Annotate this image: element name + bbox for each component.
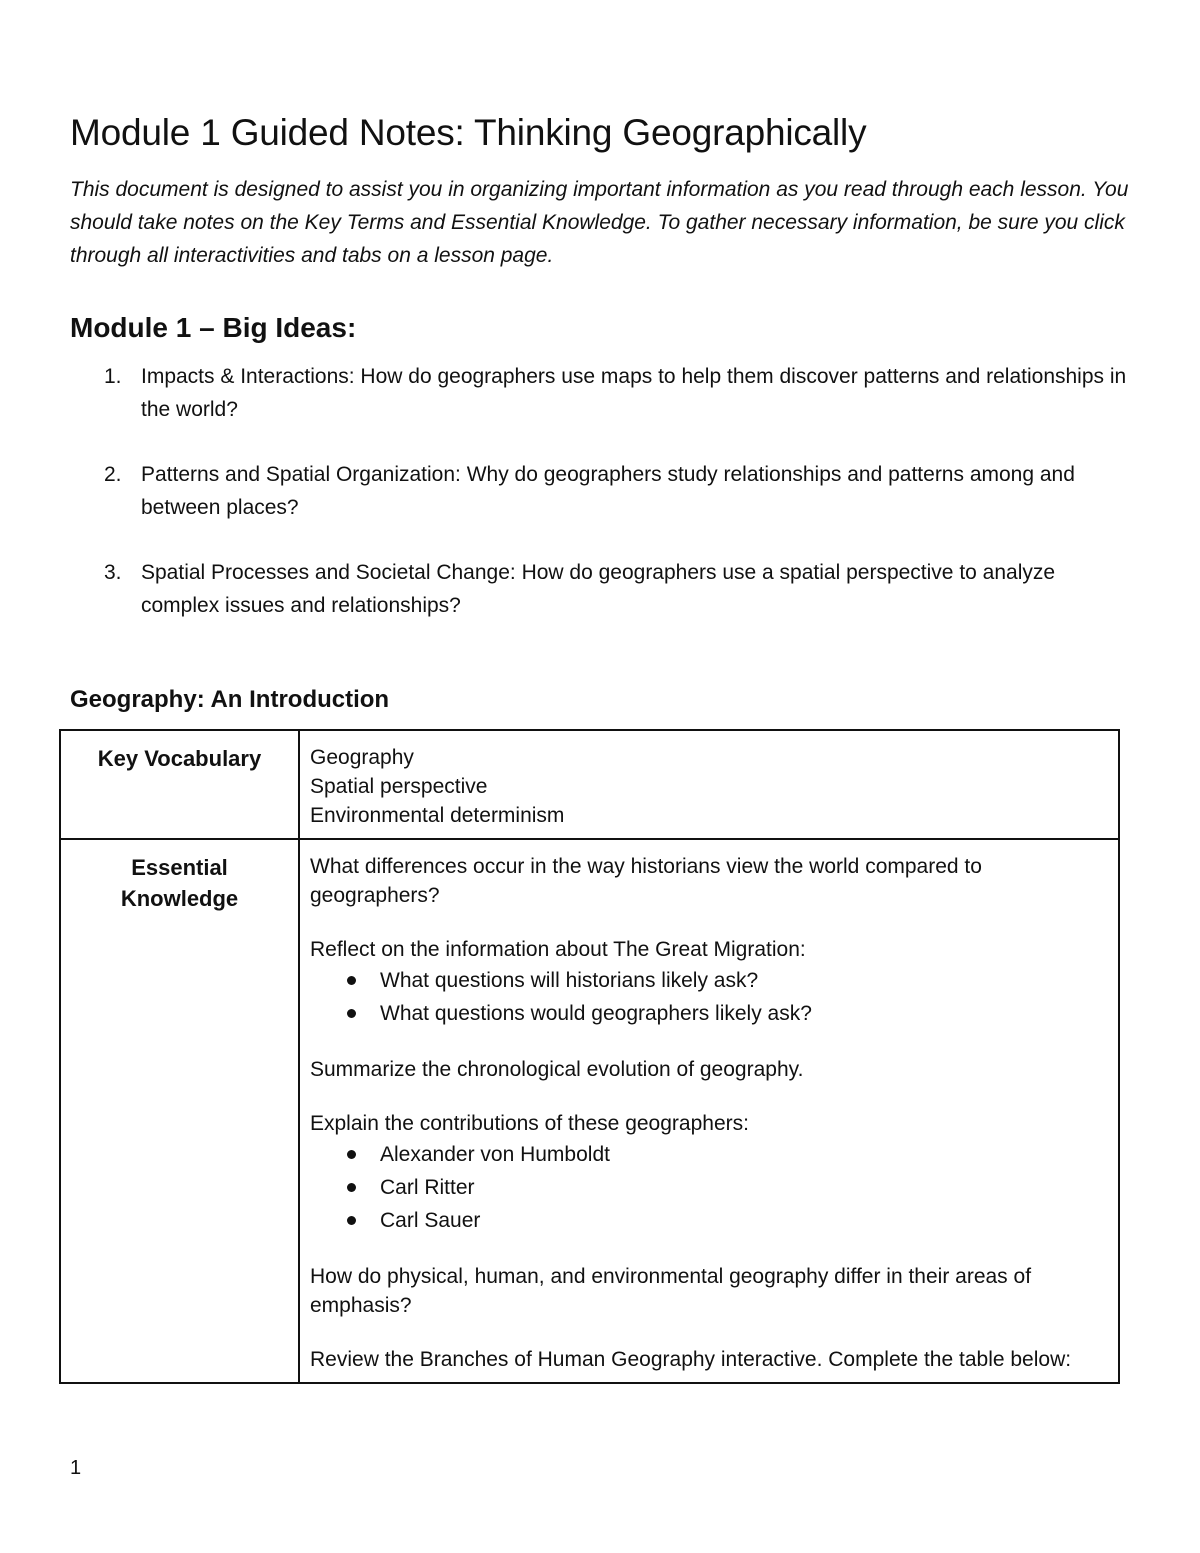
knowledge-label-cell — [60, 839, 299, 1383]
list-item — [310, 1204, 1108, 1237]
question-geographers-contributions — [310, 1109, 1108, 1237]
knowledge-label-line: Essential — [131, 855, 228, 880]
question-historians-vs-geographers: What differences occur in the way historians view the world compared to geographers? — [310, 855, 982, 907]
list-number: 3. — [104, 561, 122, 584]
vocab-label-cell — [60, 730, 299, 839]
vocab-label: Key Vocabulary — [97, 746, 262, 771]
bullet-text: What questions will historians likely ask? — [380, 969, 759, 992]
vocab-term: Geography — [310, 746, 414, 769]
list-item — [310, 1171, 1108, 1204]
table-row-knowledge — [60, 839, 1119, 1383]
vocab-term: Spatial perspective — [310, 775, 488, 798]
bullet-icon — [347, 1009, 356, 1018]
question-great-migration — [310, 935, 1108, 1030]
bullet-icon — [347, 1216, 356, 1225]
bullet-text: Carl Ritter — [380, 1176, 475, 1199]
list-item — [310, 964, 1108, 997]
page-number: 1 — [70, 1457, 82, 1479]
list-item-text: Spatial Processes and Societal Change: How do geographers use a spatial perspective to analyze complex issues and relationships? — [141, 561, 1056, 617]
intro-paragraph: This document is designed to assist you in organizing important information as you read through each lesson. You should take notes on the Key Terms and Essential Knowledge. To gather necessary information, be sure you click through all interactivities and tabs on a lesson page. — [70, 178, 1129, 267]
list-item-text: Impacts & Interactions: How do geographers use maps to help them discover patterns and relationships in the world? — [141, 365, 1127, 421]
question-geography-branches-emphasis: How do physical, human, and environmental geography differ in their areas of emphasis? — [310, 1265, 1032, 1317]
notes-table — [59, 729, 1120, 1384]
page-title: Module 1 Guided Notes: Thinking Geographically — [70, 112, 867, 153]
question-chronological-evolution: Summarize the chronological evolution of geography. — [310, 1058, 804, 1081]
knowledge-label-line: Knowledge — [120, 886, 239, 911]
list-item — [310, 1138, 1108, 1171]
section-heading: Geography: An Introduction — [70, 686, 390, 713]
table-row-vocabulary — [60, 730, 1119, 839]
list-item — [70, 556, 1130, 622]
question-branches-interactive: Review the Branches of Human Geography interactive. Complete the table below: — [310, 1348, 1072, 1371]
bullet-text: Alexander von Humboldt — [380, 1143, 610, 1166]
knowledge-content-cell — [299, 839, 1119, 1383]
big-ideas-heading: Module 1 – Big Ideas: — [70, 312, 357, 343]
bullet-text: What questions would geographers likely ask? — [380, 1002, 812, 1025]
list-item — [70, 458, 1130, 524]
bullet-text: Carl Sauer — [380, 1209, 481, 1232]
list-item — [70, 360, 1130, 426]
list-number: 2. — [104, 463, 122, 486]
bullet-icon — [347, 976, 356, 985]
big-ideas-list — [70, 360, 1130, 654]
bullet-list — [310, 1138, 1108, 1237]
question-intro: Explain the contributions of these geographers: — [310, 1112, 749, 1135]
bullet-icon — [347, 1150, 356, 1159]
list-item-text: Patterns and Spatial Organization: Why do geographers study relationships and patterns among and between places? — [141, 463, 1075, 519]
vocab-terms-cell — [299, 730, 1119, 839]
bullet-list — [310, 964, 1108, 1030]
list-item — [310, 997, 1108, 1030]
vocab-term: Environmental determinism — [310, 804, 565, 827]
list-number: 1. — [104, 365, 122, 388]
bullet-icon — [347, 1183, 356, 1192]
question-intro: Reflect on the information about The Great Migration: — [310, 938, 806, 961]
